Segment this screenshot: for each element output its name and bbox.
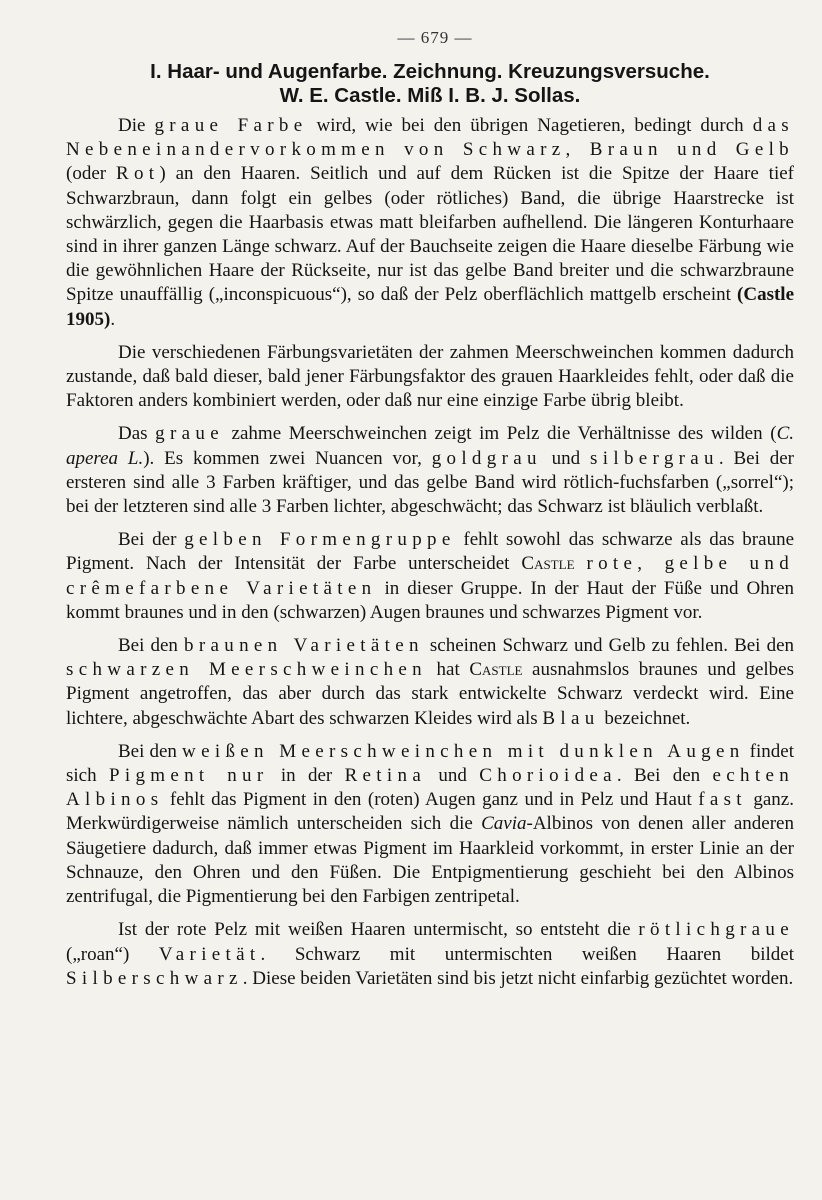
spaced-term: rote, gelbe und crêmefarbene Varietäten <box>66 553 795 599</box>
section-heading <box>66 60 794 108</box>
spaced-term: Rot <box>115 163 160 185</box>
spaced-term: weißen Meerschweinchen mit dunklen Augen <box>182 740 745 762</box>
text-run: fehlt das Pigment in den (roten) Augen ganz und in Pelz und Haut <box>163 789 699 811</box>
text-run: (oder <box>66 163 116 185</box>
text-run: ). Es kommen zwei Nuancen vor, <box>143 447 432 469</box>
text-run: scheinen Schwarz und Gelb zu fehlen. Bei den <box>423 635 794 657</box>
author-name: Castle <box>469 659 523 681</box>
text-run: fehlt sowohl das schwarze als das braune Pigment. Nach der Intensität der Farbe unterscheidet <box>66 529 794 575</box>
text-run: („roan“) <box>66 943 159 965</box>
text-run: wird, wie bei den übrigen Nagetieren, bedingt durch <box>307 115 753 136</box>
paragraph-2: Die verschiedenen Färbungsvarietäten der zahmen Meerschweinchen kommen dadurch zustande, daß bald dieser, bald jener Färbungsfaktor des grauen Haarkleides fehlt, oder daß die Faktoren anders kombiniert werden, oder daß nur eine einzige Farbe übrig bleibt. <box>66 341 794 412</box>
spaced-term: Retina <box>344 765 427 787</box>
text-run: -Albinos von denen aller anderen Säugetiere dadurch, daß immer etwas Pigment im Haarkleid vorkommt, in erster Linie an der Schnauze, den Ohren und den Füßen. Die Entpigmentierung geschieht bei den Albinos zentrifugal, die Pigmentierung bei den Farbigen zentripetal. <box>66 813 794 908</box>
text-run: bezeichnet. <box>599 707 691 729</box>
spaced-term: Varietät <box>158 943 261 965</box>
heading-line-1: I. Haar- und Augenfarbe. Zeichnung. Kreuzungsversuche. <box>150 60 710 83</box>
spaced-term: gelben Formengruppe <box>184 529 456 551</box>
text-run: und <box>426 765 480 787</box>
text-run: Das <box>118 423 156 445</box>
text-run: Bei den <box>118 740 183 762</box>
text-run: hat <box>426 659 470 681</box>
spaced-term: silbergrau <box>590 447 719 469</box>
spaced-term: echten Albinos <box>66 765 795 811</box>
paragraph-4 <box>66 528 794 625</box>
text-run: in dieser Gruppe. In der Haut der Füße und Ohren kommt braunes und in den (schwarzen) Augen braunes und schwarzes Pigment vor. <box>66 577 795 623</box>
author-name: Castle <box>521 553 575 575</box>
paragraph-7 <box>66 918 794 991</box>
species-name: C. aperea L. <box>66 423 794 469</box>
text-run: ganz. Merkwürdigerweise nämlich unterscheiden sich die <box>66 789 794 835</box>
text-run: . Schwarz mit untermischten weißen Haaren bildet <box>260 943 795 965</box>
text-run: . Diese beiden Varietäten sind bis jetzt nicht einfarbig gezüchtet worden. <box>242 967 794 989</box>
text-run <box>575 553 587 574</box>
spaced-term: goldgrau <box>431 447 542 469</box>
text-run: . Bei der ersteren sind alle 3 Farben kräftiger, und das gelbe Band wird rötlich-fuchsfarben („sorrel“); bei der letzteren sind alle 3 Farben lichter, abgeschwächt; das Schwarz ist bläulich verblaßt. <box>66 447 794 518</box>
text-run: Bei der <box>118 529 185 551</box>
citation: (Castle 1905) <box>66 284 794 330</box>
page-number: — 679 — <box>397 28 473 47</box>
spaced-term: braunen Varietäten <box>184 635 424 657</box>
text-run: in der <box>268 765 345 787</box>
paragraph-1 <box>66 114 794 332</box>
spaced-term: Pigment nur <box>108 765 269 787</box>
text-run: Die <box>118 115 155 136</box>
text-run: ) an den Haaren. Seitlich und auf dem Rücken ist die Spitze der Haare tief Schwarzbraun, dann folgt ein gelbes (oder rötliches) Band, die übrige Haarstrecke ist schwärzlich, gegen die Haarbasis etwas matt bleifarben aufhellend. Die längeren Konturhaare sind in ihrer ganzen Länge schwarz. Auf der Bauchseite zeigen die Haare dieselbe Färbung wie die gewöhnlichen Haare der Rückseite, nur ist das gelbe Band breiter und die schwarzbraune Spitze unauffällig („inconspicuous“), so daß der Pelz oberflächlich mattgelb erscheint <box>66 163 794 306</box>
genus-name: Cavia <box>481 813 527 835</box>
paragraph-5 <box>66 634 794 731</box>
text-run: und <box>541 447 591 469</box>
paragraph-6 <box>66 740 794 909</box>
text-run: . <box>110 308 116 330</box>
spaced-term: rötlichgraue <box>638 919 794 941</box>
heading-line-2: W. E. Castle. Miß I. B. J. Sollas. <box>279 84 581 107</box>
spaced-term: Silberschwarz <box>66 967 243 989</box>
spaced-term: graue Farbe <box>154 115 308 136</box>
paragraph-3 <box>66 422 794 519</box>
text-run: ausnahmslos braunes und gelbes Pigment angetroffen, das aber durch das stark entwickelte Schwarz verdeckt wird. Eine lichtere, abgeschwächte Abart des schwarzen Kleides wird als <box>66 659 795 729</box>
spaced-term: Blau <box>542 707 600 729</box>
spaced-term: graue <box>155 423 224 445</box>
text-run: zahme Meerschweinchen zeigt im Pelz die Verhältnisse des wilden ( <box>223 423 777 445</box>
text-run: . Bei den <box>616 765 713 787</box>
spaced-term: Chorioidea <box>479 765 617 787</box>
text-run: Ist der rote Pelz mit weißen Haaren untermischt, so entsteht die <box>118 919 639 941</box>
spaced-term: das Nebeneinandervorkommen von Schwarz, Braun und Gelb <box>66 115 794 161</box>
spaced-term: fast <box>698 789 747 811</box>
text-run: findet sich <box>66 740 794 787</box>
spaced-term: schwarzen Meerschweinchen <box>66 659 427 681</box>
text-run: Bei den <box>118 635 185 657</box>
